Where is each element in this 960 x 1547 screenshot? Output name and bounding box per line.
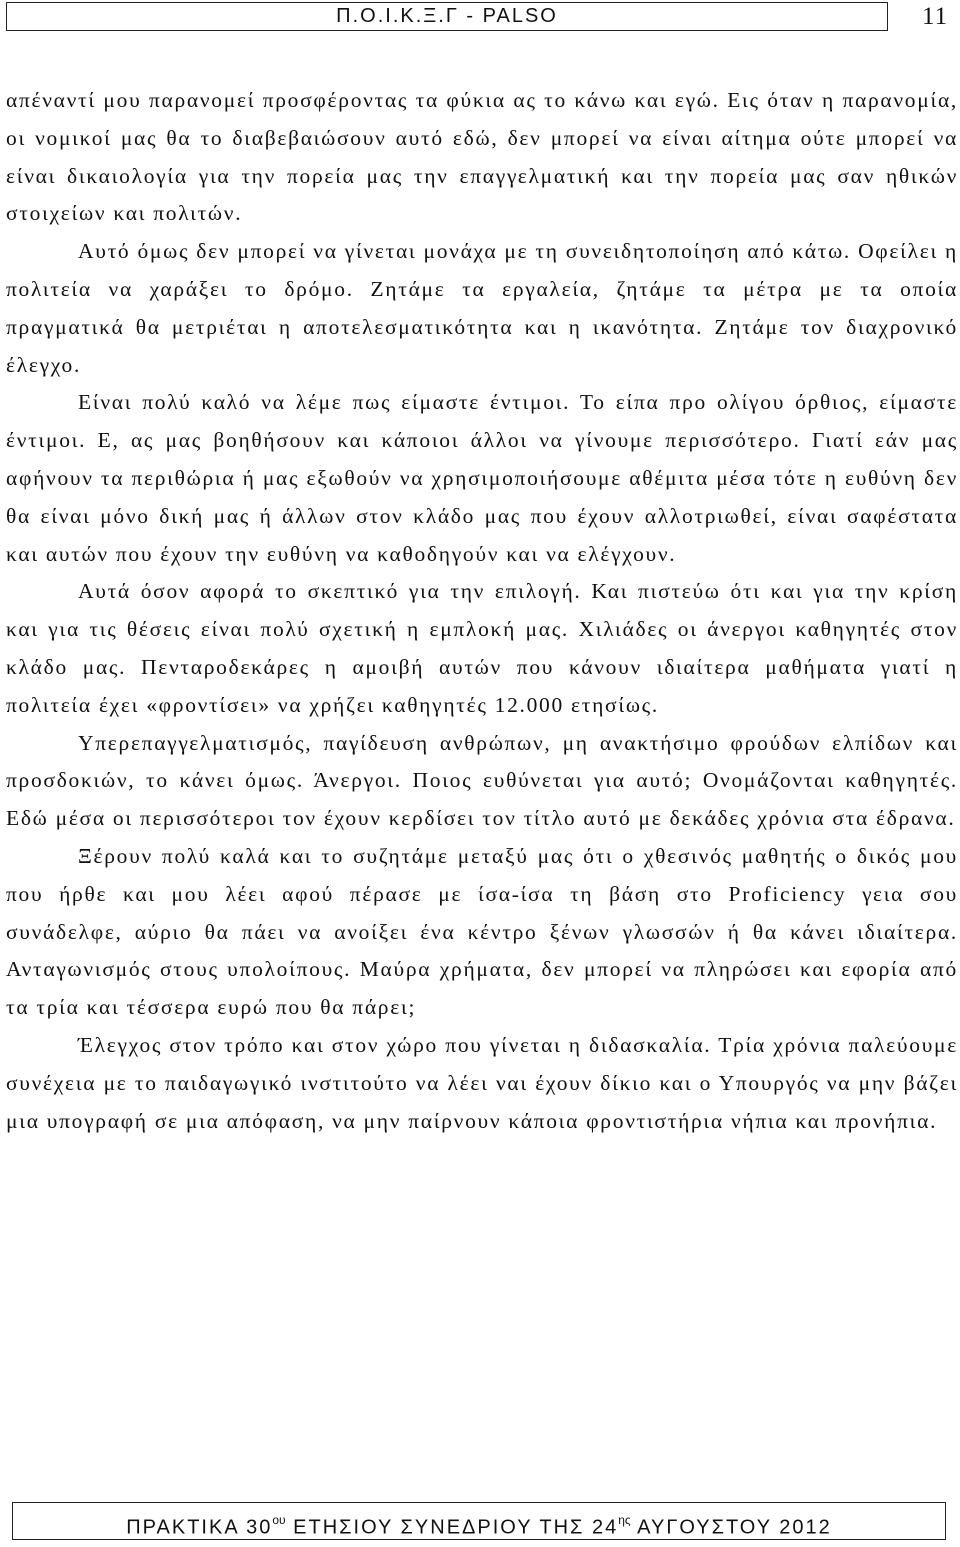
running-header	[6, 2, 888, 31]
paragraph: Έλεγχος στον τρόπο και στον χώρο που γίνεται η διδασκαλία. Τρία χρόνια παλεύουμε συνέχεια με το παιδαγωγικό ινστιτούτο να λέει ναι έχουν δίκιο και ο Υπουργός να μην βάζει μια υπογραφή σε μια απόφαση, να μην παίρνουν κάποια φροντιστήρια νήπια και προνήπια.	[6, 1032, 958, 1133]
page-number: 11	[922, 3, 949, 30]
footer-superscript: ης	[618, 1513, 631, 1527]
header-title: Π.Ο.Ι.Κ.Ξ.Γ - PALSO	[336, 5, 558, 27]
paragraph: απέναντί μου παρανομεί προσφέροντας τα φύκια ας το κάνω και εγώ. Εις όταν η παρανομία, οι νομικοί μας θα το διαβεβαιώσουν αυτό εδώ, δεν μπορεί να είναι αίτημα ούτε μπορεί να είναι δικαιολογία για την πορεία μας την επαγγελματική και την πορεία μας σαν ηθικών στοιχείων και πολιτών.	[6, 88, 958, 226]
footer-part: ΠΡΑΚΤΙΚΑ 30	[126, 1516, 273, 1539]
paragraph: Αυτό όμως δεν μπορεί να γίνεται μονάχα με τη συνειδητοποίηση από κάτω. Οφείλει η πολιτεία να χαράξει το δρόμο. Ζητάμε τα εργαλεία, ζητάμε τα μέτρα με τα οποία πραγματικά θα μετριέται η αποτελεσματικότητα και η ικανότητα. Ζητάμε τον διαχρονικό έλεγχο.	[6, 239, 958, 377]
footer-text	[13, 1503, 945, 1539]
footer-part: ΑΥΓΟΥΣΤΟΥ 2012	[630, 1516, 832, 1539]
paragraph: Είναι πολύ καλό να λέμε πως είμαστε έντιμοι. Το είπα προ ολίγου όρθιος, είμαστε έντιμοι. Ε, ας μας βοηθήσουν και κάποιοι άλλοι να γίνουμε περισσότερο. Γιατί εάν μας αφήνουν τα περιθώρια ή μας εξωθούν να χρησιμοποιήσουμε αθέμιτα μέσα τότε η ευθύνη δεν θα είναι μόνο δική μας ή άλλων στον κλάδο μας που έχουν αλλοτριωθεί, είναι σαφέστατα και αυτών που έχουν την ευθύνη να καθοδηγούν και να ελέγχουν.	[6, 390, 958, 566]
paragraph: Ξέρουν πολύ καλά και το συζητάμε μεταξύ μας ότι ο χθεσινός μαθητής ο δικός μου που ήρθε και μου λέει αφού πέρασε με ίσα-ίσα τη βάση στο Proficiency γεια σου συνάδελφε, αύριο θα πάει να ανοίξει ένα κέντρο ξένων γλωσσών ή θα κάνει ιδιαίτερα. Ανταγωνισμός στους υπολοίπους. Μαύρα χρήματα, δεν μπορεί να πληρώσει και εφορία από τα τρία και τέσσερα ευρώ που θα πάρει;	[6, 843, 958, 1020]
paragraph: Αυτά όσον αφορά το σκεπτικό για την επιλογή. Και πιστεύω ότι και για την κρίση και για τις θέσεις είναι πολύ σχετική η εμπλοκή μας. Χιλιάδες οι άνεργοι καθηγητές στον κλάδο μας. Πενταροδεκάρες η αμοιβή αυτών που κάνουν ιδιαίτερα μαθήματα γιατί η πολιτεία έχει «φροντίσει» να χρήζει καθηγητές 12.000 ετησίως.	[6, 579, 958, 717]
footer-superscript: ου	[272, 1513, 286, 1527]
body-text	[6, 82, 958, 1140]
paragraph: Υπερεπαγγελματισμός, παγίδευση ανθρώπων, μη ανακτήσιμο φρούδων ελπίδων και προσδοκιών, το κάνει όμως. Άνεργοι. Ποιος ευθύνεται για αυτό; Ονομάζονται καθηγητές. Εδώ μέσα οι περισσότεροι τον έχουν κερδίσει τον τίτλο αυτό με δεκάδες χρόνια στα έδρανα.	[6, 730, 958, 831]
footer-part: ΕΤΗΣΙΟΥ ΣΥΝΕΔΡΙΟΥ ΤΗΣ 24	[285, 1516, 619, 1539]
running-footer	[12, 1502, 946, 1540]
